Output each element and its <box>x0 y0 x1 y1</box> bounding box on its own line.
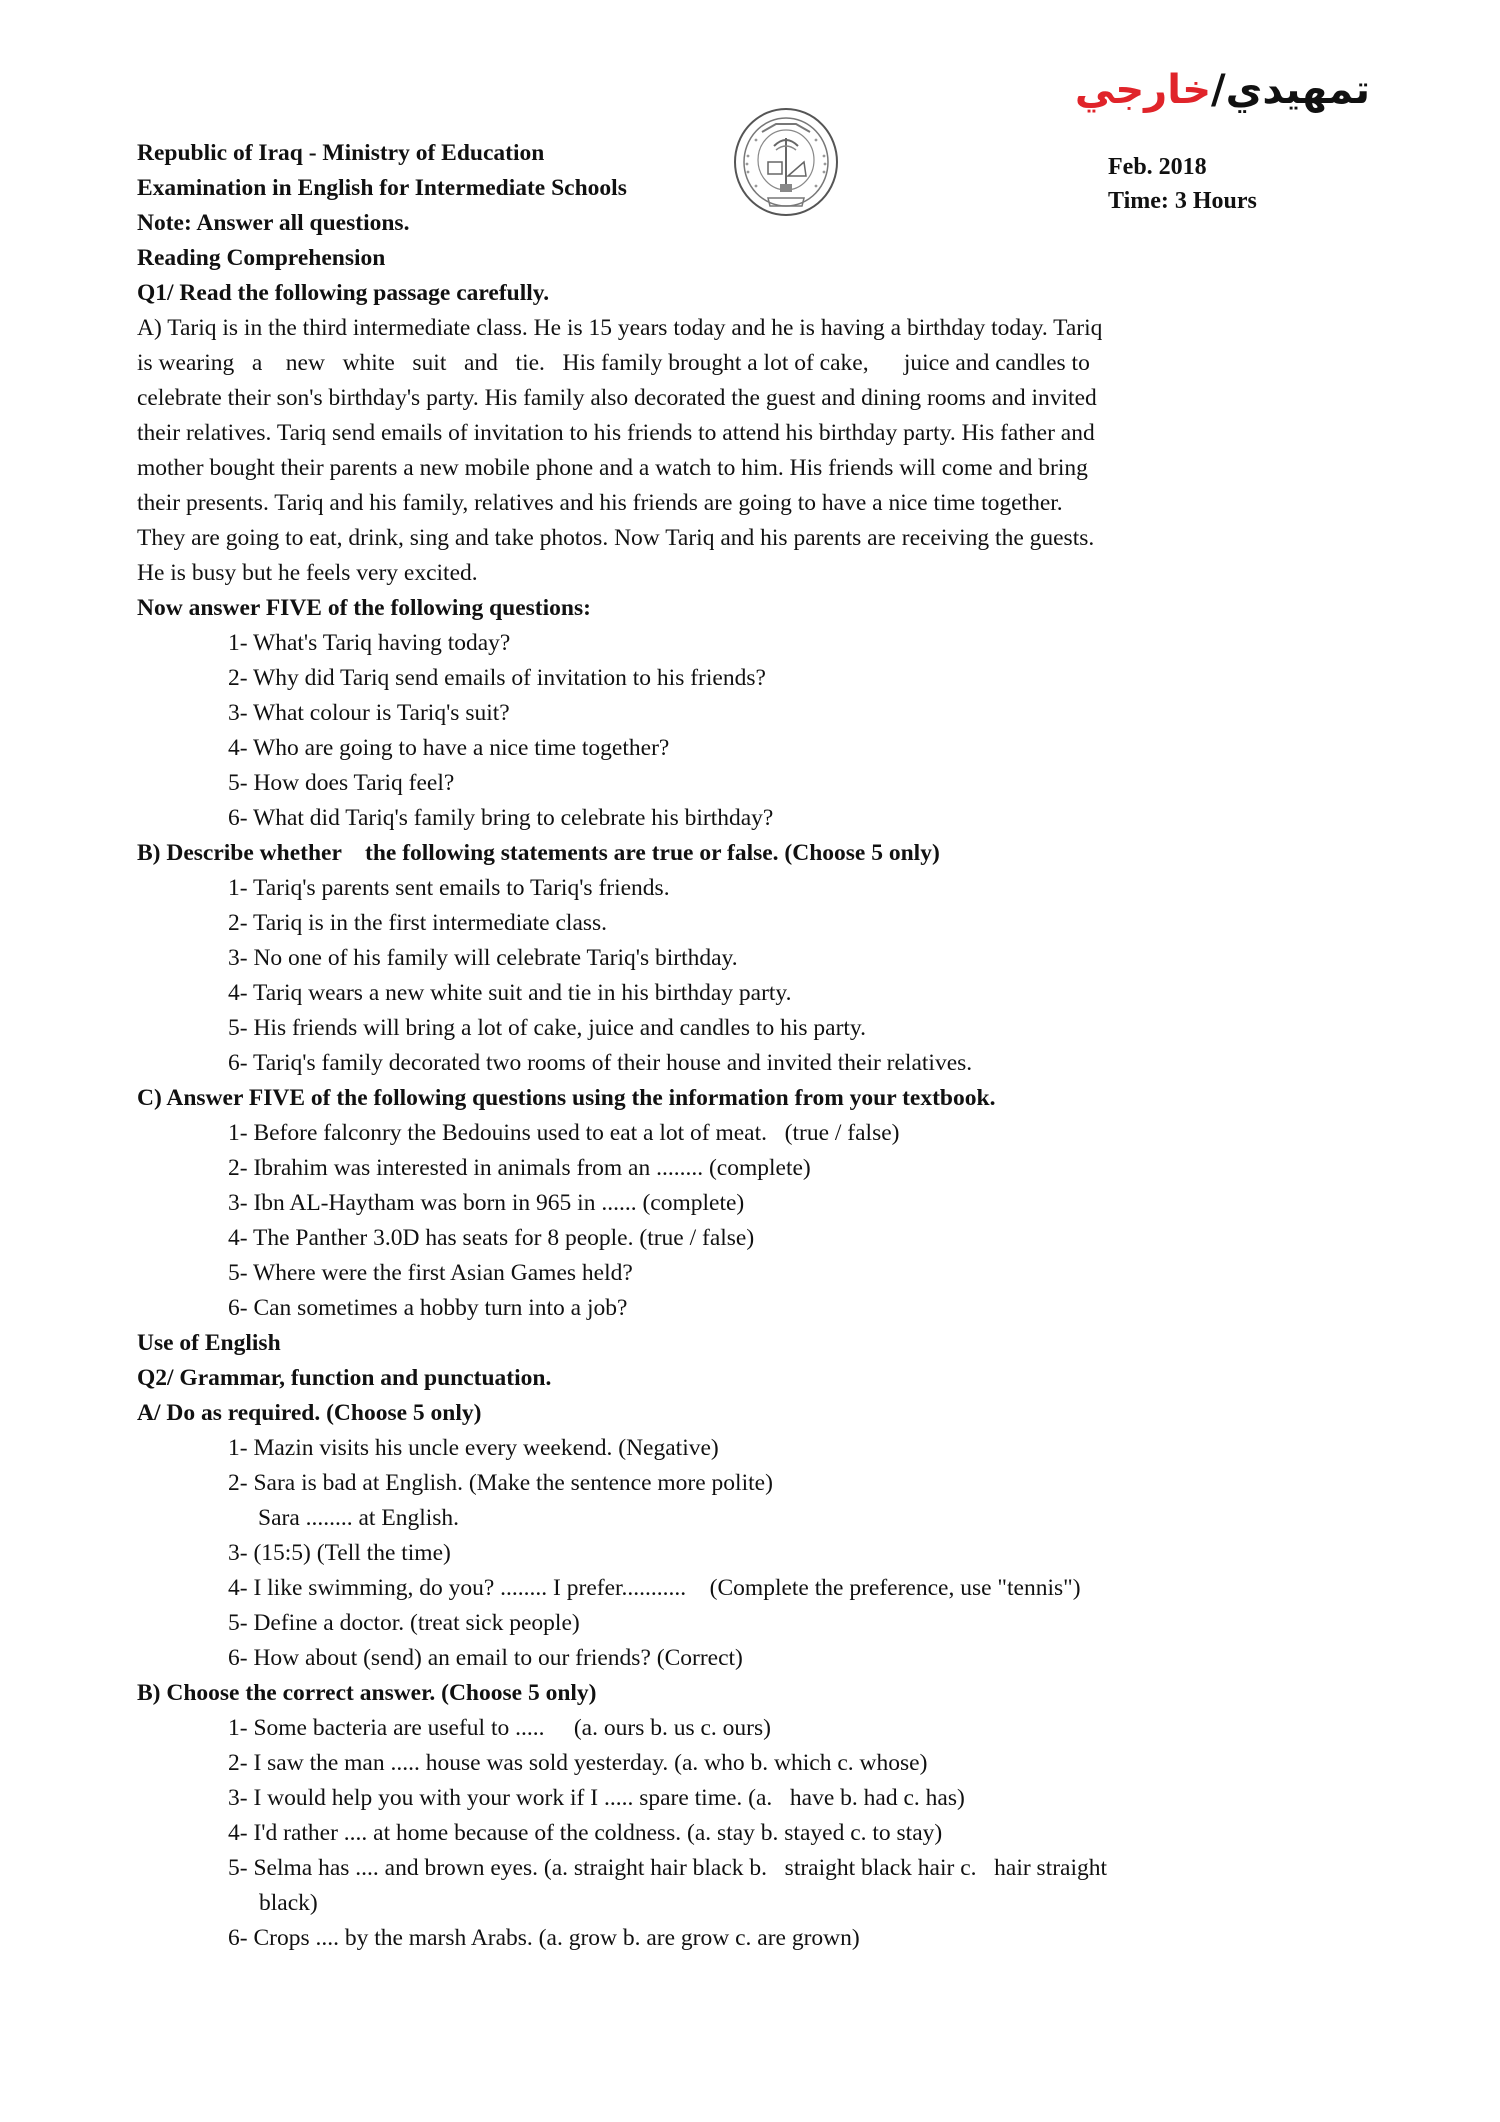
passage-line: their presents. Tariq and his family, relatives and his friends are going to have a nice time together. <box>137 490 1063 516</box>
q1-title: Q1/ Read the following passage carefully. <box>137 280 550 306</box>
grammar-item: 3- (15:5) (Tell the time) <box>228 1540 451 1566</box>
textbook-question-item: 1- Before falconry the Bedouins used to eat a lot of meat. (true / false) <box>228 1120 900 1146</box>
question-item: 6- What did Tariq's family bring to celebrate his birthday? <box>228 805 774 831</box>
comprehension-questions-title: Now answer FIVE of the following questions: <box>137 595 591 621</box>
statement-item: 4- Tariq wears a new white suit and tie in his birthday party. <box>228 980 792 1006</box>
grammar-item: 2- Sara is bad at English. (Make the sentence more polite) <box>228 1470 773 1496</box>
statement-item: 5- His friends will bring a lot of cake, juice and candles to his party. <box>228 1015 867 1041</box>
textbook-question-item: 4- The Panther 3.0D has seats for 8 people. (true / false) <box>228 1225 755 1251</box>
choice-item: 5- Selma has .... and brown eyes. (a. straight hair black b. straight black hair c. hair straight <box>228 1855 1108 1881</box>
textbook-question-item: 2- Ibrahim was interested in animals from an ........ (complete) <box>228 1155 811 1181</box>
statement-item: 6- Tariq's family decorated two rooms of their house and invited their relatives. <box>228 1050 973 1076</box>
arabic-exam-type-title <box>1074 62 1370 118</box>
question-item: 3- What colour is Tariq's suit? <box>228 700 510 726</box>
choice-item: 2- I saw the man ..... house was sold yesterday. (a. who b. which c. whose) <box>228 1750 928 1776</box>
passage-line: mother bought their parents a new mobile phone and a watch to him. His friends will come and bring <box>137 455 1088 481</box>
choice-item: 6- Crops .... by the marsh Arabs. (a. grow b. are grow c. are grown) <box>228 1925 860 1951</box>
statement-item: 1- Tariq's parents sent emails to Tariq's friends. <box>228 875 670 901</box>
passage-line: He is busy but he feels very excited. <box>137 560 478 586</box>
do-as-required-title: A/ Do as required. (Choose 5 only) <box>137 1400 482 1426</box>
choose-correct-title: B) Choose the correct answer. (Choose 5 only) <box>137 1680 597 1706</box>
q2-title: Q2/ Grammar, function and punctuation. <box>137 1365 552 1391</box>
textbook-questions-title: C) Answer FIVE of the following questions using the information from your textbook. <box>137 1085 996 1111</box>
question-item: 1- What's Tariq having today? <box>228 630 511 656</box>
textbook-question-item: 3- Ibn AL-Haytham was born in 965 in ...... (complete) <box>228 1190 745 1216</box>
header-line-examination: Examination in English for Intermediate Schools <box>137 175 627 201</box>
textbook-question-item: 5- Where were the first Asian Games held? <box>228 1260 633 1286</box>
header-line-note: Note: Answer all questions. <box>137 210 410 236</box>
statement-item: 3- No one of his family will celebrate Tariq's birthday. <box>228 945 738 971</box>
choice-item: 1- Some bacteria are useful to ..... (a. ours b. us c. ours) <box>228 1715 771 1741</box>
section-title-use-of-english: Use of English <box>137 1330 281 1356</box>
passage-line: A) Tariq is in the third intermediate class. He is 15 years today and he is having a birthday today. Tariq <box>137 315 1103 341</box>
grammar-item: 5- Define a doctor. (treat sick people) <box>228 1610 580 1636</box>
grammar-item: 6- How about (send) an email to our friends? (Correct) <box>228 1645 743 1671</box>
header-line-ministry: Republic of Iraq - Ministry of Education <box>137 140 545 166</box>
reading-passage <box>137 311 1257 591</box>
choice-item: 4- I'd rather .... at home because of the coldness. (a. stay b. stayed c. to stay) <box>228 1820 943 1846</box>
question-item: 5- How does Tariq feel? <box>228 770 455 796</box>
grammar-item: 4- I like swimming, do you? ........ I prefer........... (Complete the preference, use "tennis") <box>228 1575 1081 1601</box>
comprehension-questions-list <box>137 626 1257 836</box>
question-item: 2- Why did Tariq send emails of invitation to his friends? <box>228 665 766 691</box>
grammar-item: 1- Mazin visits his uncle every weekend. (Negative) <box>228 1435 719 1461</box>
passage-line: celebrate their son's birthday's party. His family also decorated the guest and dining rooms and invited <box>137 385 1097 411</box>
exam-content <box>137 136 1257 1956</box>
choose-correct-list <box>137 1711 1257 1956</box>
textbook-questions-list <box>137 1116 1257 1326</box>
true-false-title: B) Describe whether the following statements are true or false. (Choose 5 only) <box>137 840 940 866</box>
statement-item: 2- Tariq is in the first intermediate class. <box>228 910 608 936</box>
passage-line: They are going to eat, drink, sing and take photos. Now Tariq and his parents are receiving the guests. <box>137 525 1095 551</box>
passage-line: is wearing a new white suit and tie. His family brought a lot of cake, juice and candles to <box>137 350 1090 376</box>
arabic-title-separator: / <box>1211 67 1226 113</box>
question-item: 4- Who are going to have a nice time together? <box>228 735 670 761</box>
grammar-item-continuation: Sara ........ at English. <box>258 1505 460 1531</box>
textbook-question-item: 6- Can sometimes a hobby turn into a job? <box>228 1295 628 1321</box>
arabic-title-external: خارجي <box>1074 67 1212 113</box>
exam-date: Feb. 2018 <box>1108 154 1207 180</box>
exam-duration: Time: 3 Hours <box>1108 188 1257 214</box>
choice-item: 3- I would help you with your work if I ..... spare time. (a. have b. had c. has) <box>228 1785 965 1811</box>
true-false-list <box>137 871 1257 1081</box>
passage-line: their relatives. Tariq send emails of invitation to his friends to attend his birthday party. His father and <box>137 420 1095 446</box>
section-title-reading: Reading Comprehension <box>137 245 386 271</box>
choice-item-continuation: black) <box>259 1890 318 1916</box>
arabic-title-preparatory: تمهيدي <box>1225 67 1370 113</box>
do-as-required-list <box>137 1431 1257 1676</box>
